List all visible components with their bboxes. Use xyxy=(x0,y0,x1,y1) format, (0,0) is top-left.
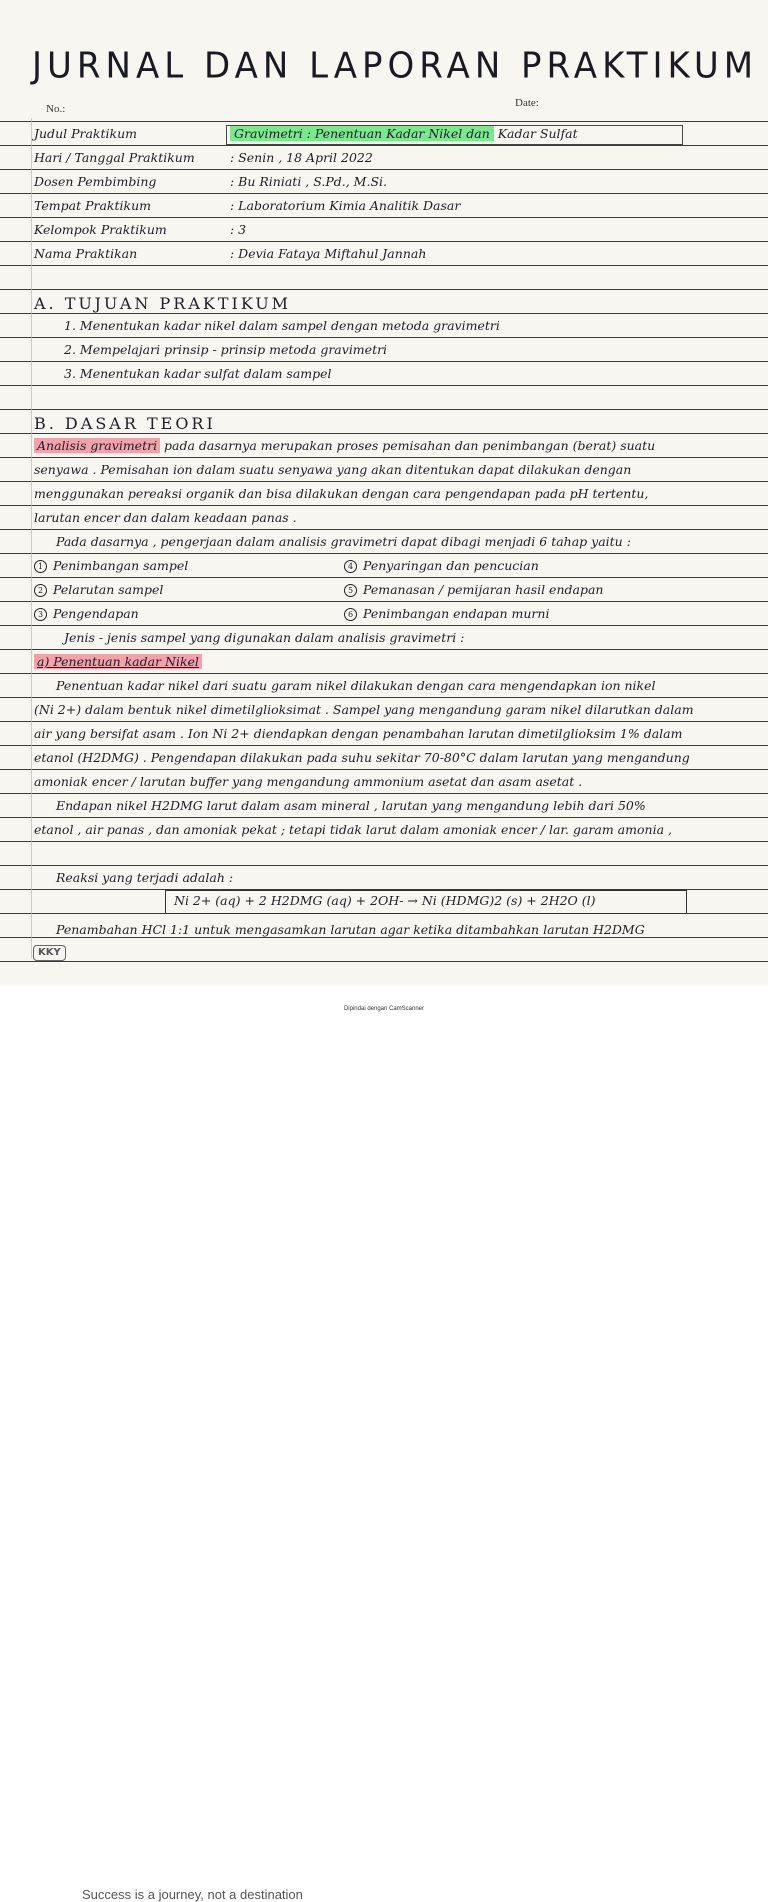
info-label-kelompok: Kelompok Praktikum xyxy=(34,222,167,237)
info-value-tempat: : Laboratorium Kimia Analitik Dasar xyxy=(230,198,461,213)
step-number: 3 xyxy=(34,608,47,621)
step-text: Penimbangan sampel xyxy=(53,558,189,573)
scanner-watermark: Dipindai dengan CamScanner xyxy=(343,1006,425,1012)
step-text: Pengendapan xyxy=(53,606,139,621)
step-2 xyxy=(34,582,163,597)
step-text: Penyaringan dan pencucian xyxy=(363,558,539,573)
brand-logo: KKY xyxy=(33,945,66,961)
tujuan-item-2: 2. Mempelajari prinsip - prinsip metoda gravimetri xyxy=(64,342,388,357)
highlighted-term: Analisis gravimetri xyxy=(34,438,160,453)
step-1 xyxy=(34,558,188,573)
section-b-heading: B. DASAR TEORI xyxy=(34,414,216,433)
step-5 xyxy=(344,582,603,597)
step-4 xyxy=(344,558,539,573)
subheading-nikel xyxy=(34,654,202,669)
step-text: Pemanasan / pemijaran hasil endapan xyxy=(363,582,604,597)
step-text: Pelarutan sampel xyxy=(53,582,164,597)
tujuan-item-3: 3. Menentukan kadar sulfat dalam sampel xyxy=(64,366,332,381)
teori-line-1-rest: pada dasarnya merupakan proses pemisahan dan penimbangan (berat) suatu xyxy=(160,438,656,453)
step-number: 5 xyxy=(344,584,357,597)
nikel-line-7: etanol , air panas , dan amoniak pekat ; tetapi tidak larut dalam amoniak encer / lar. garam amonia , xyxy=(34,822,672,837)
step-text: Penimbangan endapan murni xyxy=(363,606,550,621)
teori-line-5: Pada dasarnya , pengerjaan dalam analisis gravimetri dapat dibagi menjadi 6 tahap yaitu : xyxy=(56,534,631,549)
info-label-judul: Judul Praktikum xyxy=(34,126,137,141)
number-label: No.: xyxy=(46,103,66,115)
page-title: JURNAL DAN LAPORAN PRAKTIKUM xyxy=(32,45,759,87)
nikel-line-last: Penambahan HCl 1:1 untuk mengasamkan larutan agar ketika ditambahkan larutan H2DMG xyxy=(56,922,645,937)
info-value-nama: : Devia Fataya Miftahul Jannah xyxy=(230,246,427,261)
info-value-tanggal: : Senin , 18 April 2022 xyxy=(230,150,373,165)
tujuan-item-1: 1. Menentukan kadar nikel dalam sampel dengan metoda gravimetri xyxy=(64,318,500,333)
teori-line-4: larutan encer dan dalam keadaan panas . xyxy=(34,510,297,525)
highlighted-title: Gravimetri : Penentuan Kadar Nikel dan xyxy=(230,126,494,141)
title-rest: Kadar Sulfat xyxy=(493,126,578,141)
info-value-judul xyxy=(230,126,578,141)
teori-line-jenis: Jenis - jenis sampel yang digunakan dalam analisis gravimetri : xyxy=(64,630,465,645)
step-number: 6 xyxy=(344,608,357,621)
info-label-nama: Nama Praktikan xyxy=(34,246,138,261)
step-3 xyxy=(34,606,139,621)
nikel-line-3: air yang bersifat asam . Ion Ni 2+ diendapkan dengan penambahan larutan dimetilglioksim 1% dalam xyxy=(34,726,683,741)
date-label: Date: xyxy=(515,97,539,109)
teori-line-3: menggunakan pereaksi organik dan bisa dilakukan dengan cara pengendapan pada pH tertentu, xyxy=(34,486,649,501)
nikel-line-4: etanol (H2DMG) . Pengendapan dilakukan pada suhu sekitar 70-80°C dalam larutan yang mengandung xyxy=(34,750,690,765)
nikel-line-2: (Ni 2+) dalam bentuk nikel dimetilglioksimat . Sampel yang mengandung garam nikel dilarutkan dalam xyxy=(34,702,694,717)
teori-line-2: senyawa . Pemisahan ion dalam suatu senyawa yang akan ditentukan dapat dilakukan dengan xyxy=(34,462,632,477)
info-value-kelompok: : 3 xyxy=(230,222,247,237)
step-6 xyxy=(344,606,549,621)
info-label-tempat: Tempat Praktikum xyxy=(34,198,151,213)
margin-line xyxy=(31,118,32,958)
footer-motto: Success is a journey, not a destination xyxy=(82,1887,303,1902)
reaksi-label: Reaksi yang terjadi adalah : xyxy=(56,870,234,885)
reaction-equation: Ni 2+ (aq) + 2 H2DMG (aq) + 2OH- → Ni (HDMG)2 (s) + 2H2O (l) xyxy=(174,893,596,908)
info-label-dosen: Dosen Pembimbing xyxy=(34,174,157,189)
subheading-nikel-text: a) Penentuan kadar Nikel xyxy=(34,654,202,669)
info-label-tanggal: Hari / Tanggal Praktikum xyxy=(34,150,195,165)
nikel-line-5: amoniak encer / larutan buffer yang mengandung ammonium asetat dan asam asetat . xyxy=(34,774,583,789)
step-number: 2 xyxy=(34,584,47,597)
section-a-heading: A. TUJUAN PRAKTIKUM xyxy=(34,294,292,313)
step-number: 1 xyxy=(34,560,47,573)
nikel-line-1: Penentuan kadar nikel dari suatu garam nikel dilakukan dengan cara mengendapkan ion nikel xyxy=(56,678,656,693)
nikel-line-6: Endapan nikel H2DMG larut dalam asam mineral , larutan yang mengandung lebih dari 50% xyxy=(56,798,646,813)
info-value-dosen: : Bu Riniati , S.Pd., M.Si. xyxy=(230,174,387,189)
step-number: 4 xyxy=(344,560,357,573)
teori-line-1 xyxy=(34,438,655,453)
